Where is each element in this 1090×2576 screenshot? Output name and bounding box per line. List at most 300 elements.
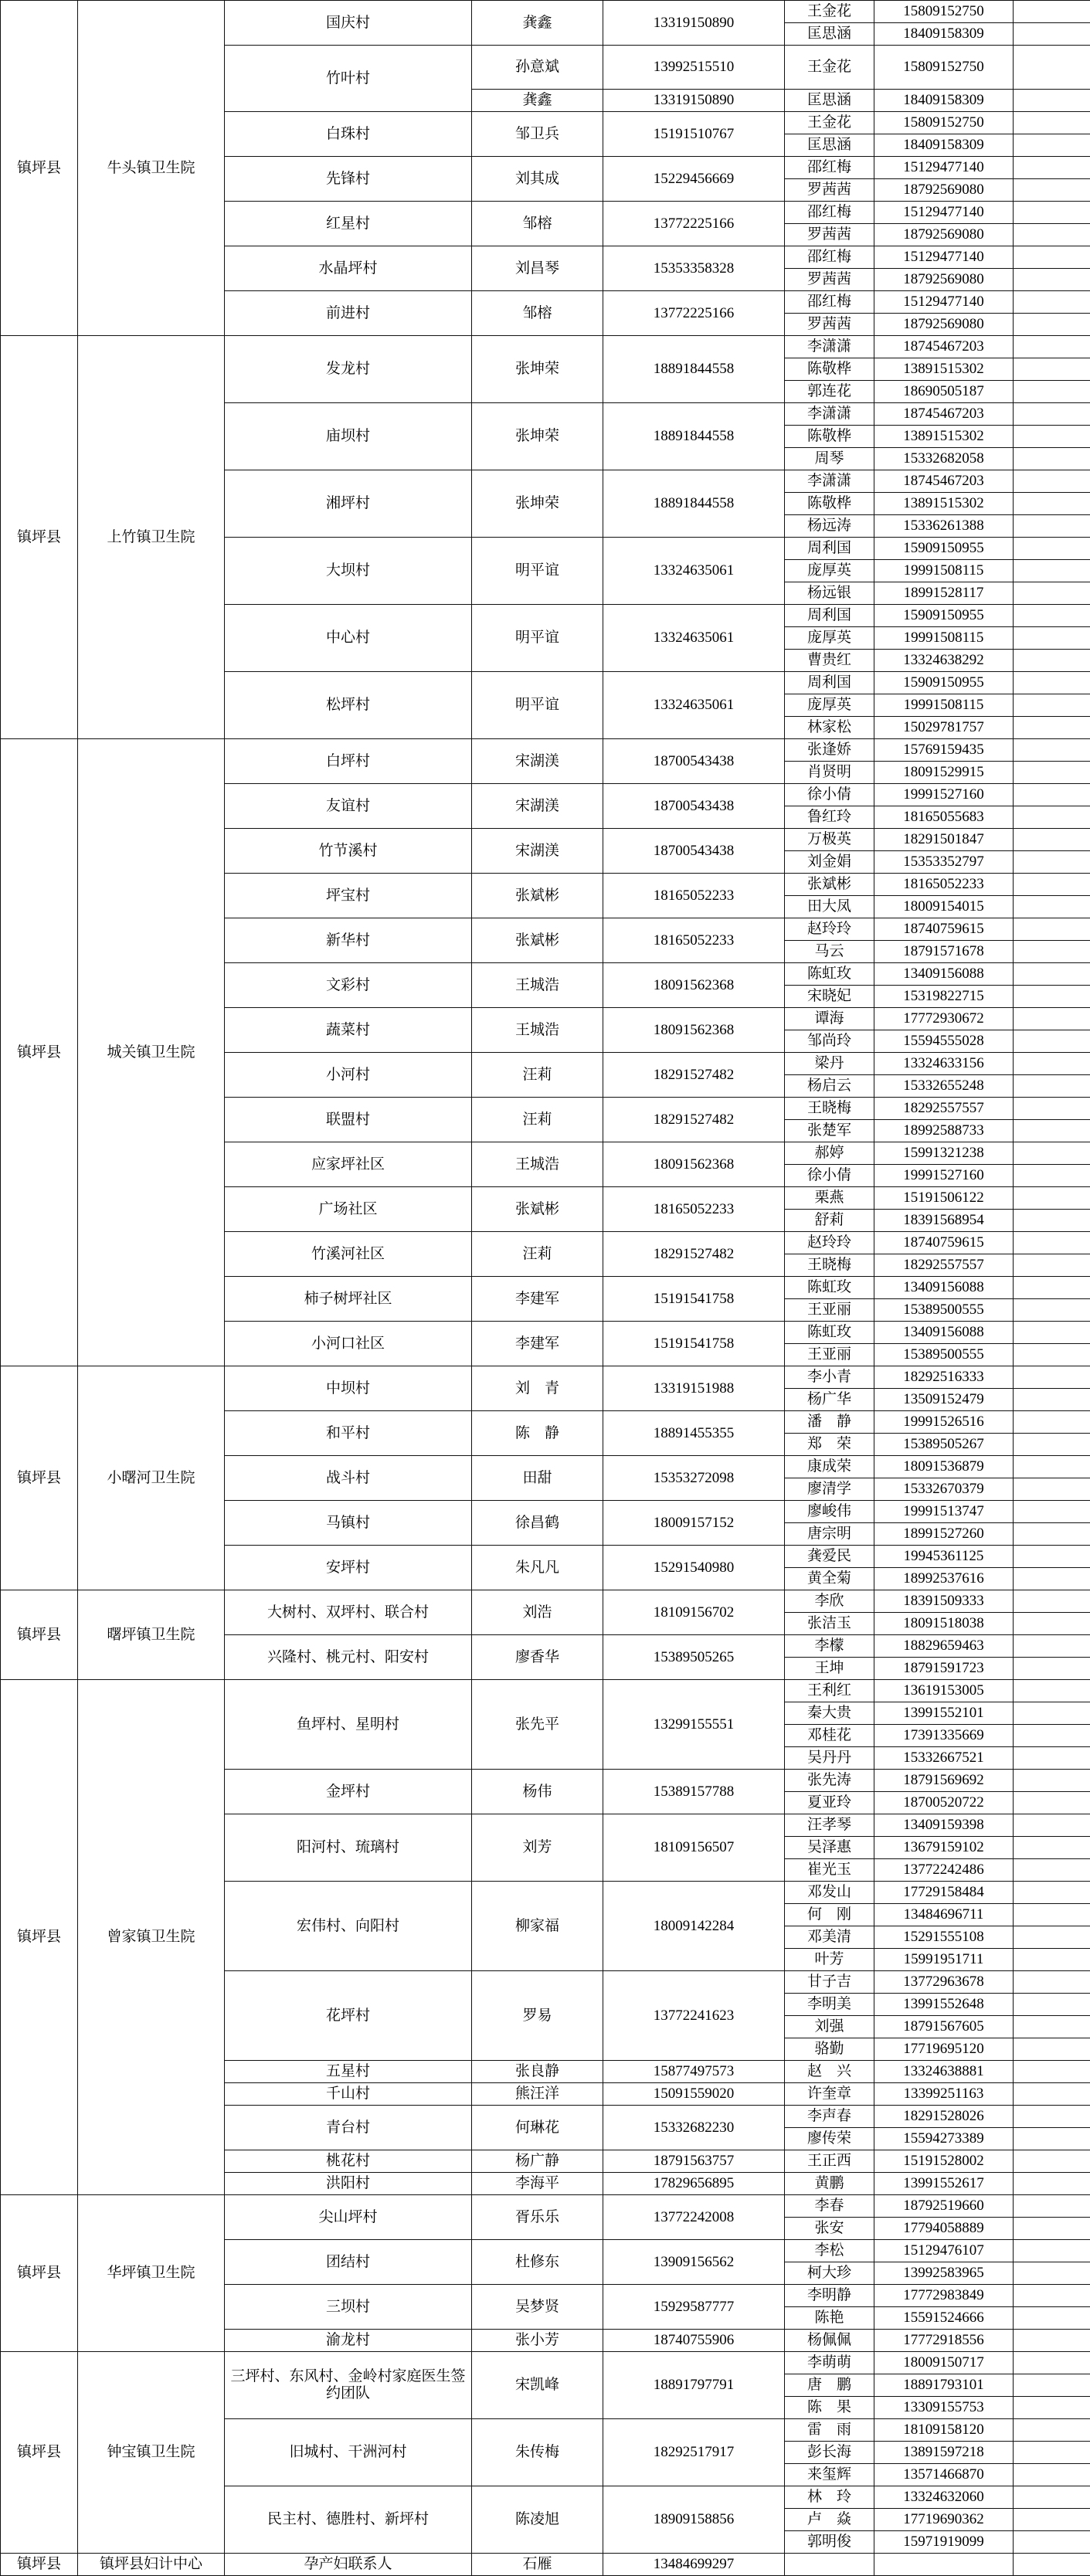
contact-name-cell: 张逢娇 xyxy=(785,739,874,762)
contact-name-cell: 汪孝琴 xyxy=(785,1814,874,1837)
doctor-phone-cell: 13319151988 xyxy=(603,1366,785,1411)
doctor-phone-cell: 18891844558 xyxy=(603,470,785,538)
blank-cell xyxy=(1014,2016,1090,2038)
blank-cell xyxy=(1014,1658,1090,1680)
doctor-phone-cell: 13772242008 xyxy=(603,2195,785,2240)
contact-phone-cell: 18745467203 xyxy=(874,336,1014,358)
blank-cell xyxy=(1014,157,1090,179)
facility-cell: 钟宝镇卫生院 xyxy=(78,2352,225,2554)
contact-phone-cell: 13409159398 xyxy=(874,1814,1014,1837)
doctor-phone-cell: 15191510767 xyxy=(603,112,785,157)
facility-cell: 镇坪县妇计中心 xyxy=(78,2554,225,2576)
contact-phone-cell: 18091536879 xyxy=(874,1456,1014,1478)
blank-cell xyxy=(1014,806,1090,829)
village-cell: 桃花村 xyxy=(225,2150,472,2173)
blank-cell xyxy=(1014,46,1090,90)
doctor-phone-cell: 18891844558 xyxy=(603,336,785,403)
village-cell: 应家坪社区 xyxy=(225,1142,472,1187)
blank-cell xyxy=(1014,739,1090,762)
doctor-name-cell: 罗易 xyxy=(472,1971,603,2061)
doctor-phone-cell: 18891844558 xyxy=(603,403,785,470)
contact-name-cell: 王金花 xyxy=(785,1,874,23)
doctor-name-cell: 张斌彬 xyxy=(472,918,603,963)
contact-phone-cell: 13991552617 xyxy=(874,2173,1014,2195)
contact-name-cell: 康成荣 xyxy=(785,1456,874,1478)
contact-name-cell: 廖清学 xyxy=(785,1478,874,1501)
village-cell: 大坝村 xyxy=(225,538,472,605)
contact-phone-cell: 15332667521 xyxy=(874,1747,1014,1770)
contact-phone-cell: 15129477140 xyxy=(874,202,1014,224)
contact-name-cell: 张楚军 xyxy=(785,1120,874,1142)
doctor-phone-cell: 18109156507 xyxy=(603,1814,785,1882)
contact-phone-cell: 13992583965 xyxy=(874,2262,1014,2285)
contact-name-cell: 陈 果 xyxy=(785,2397,874,2419)
contact-phone-cell: 18292557557 xyxy=(874,1098,1014,1120)
contact-phone-cell: 18740759615 xyxy=(874,918,1014,941)
blank-cell xyxy=(1014,2307,1090,2330)
blank-cell xyxy=(1014,448,1090,470)
contact-name-cell: 周琴 xyxy=(785,448,874,470)
blank-cell xyxy=(1014,2083,1090,2106)
doctor-name-cell: 龚鑫 xyxy=(472,1,603,46)
blank-cell xyxy=(1014,582,1090,605)
doctor-phone-cell: 15389505265 xyxy=(603,1635,785,1680)
blank-cell xyxy=(1014,1904,1090,1926)
doctor-phone-cell: 18740755906 xyxy=(603,2330,785,2352)
doctor-name-cell: 张坤荣 xyxy=(472,336,603,403)
contact-name-cell: 李松 xyxy=(785,2240,874,2262)
contact-name-cell: 李小青 xyxy=(785,1366,874,1389)
village-cell: 宏伟村、向阳村 xyxy=(225,1882,472,1971)
blank-cell xyxy=(1014,224,1090,246)
contact-name-cell: 王利红 xyxy=(785,1680,874,1702)
doctor-name-cell: 熊汪洋 xyxy=(472,2083,603,2106)
village-cell: 鱼坪村、星明村 xyxy=(225,1680,472,1770)
blank-cell xyxy=(1014,1366,1090,1389)
contact-name-cell: 吴丹丹 xyxy=(785,1747,874,1770)
contact-phone-cell: 19991527160 xyxy=(874,784,1014,806)
contact-name-cell: 王亚丽 xyxy=(785,1299,874,1322)
table-row xyxy=(1,739,1090,762)
village-cell: 青台村 xyxy=(225,2106,472,2150)
doctor-phone-cell: 13772225166 xyxy=(603,202,785,246)
contact-phone-cell: 13891515302 xyxy=(874,493,1014,515)
contact-phone-cell: 18291501847 xyxy=(874,829,1014,851)
contact-name-cell: 王金花 xyxy=(785,46,874,90)
blank-cell xyxy=(1014,2531,1090,2554)
contact-name-cell: 谭海 xyxy=(785,1008,874,1030)
contact-name-cell: 陈艳 xyxy=(785,2307,874,2330)
contact-phone-cell: 18792569080 xyxy=(874,224,1014,246)
contact-name-cell: 庞厚英 xyxy=(785,627,874,650)
contact-phone-cell: 18991527260 xyxy=(874,1523,1014,1546)
blank-cell xyxy=(1014,291,1090,314)
contact-name-cell: 陈敬桦 xyxy=(785,358,874,381)
doctor-name-cell: 刘昌琴 xyxy=(472,246,603,291)
contact-phone-cell: 15909150955 xyxy=(874,672,1014,694)
doctor-name-cell: 刘 青 xyxy=(472,1366,603,1411)
contact-name-cell: 刘金娟 xyxy=(785,851,874,874)
contact-phone-cell: 13891515302 xyxy=(874,358,1014,381)
contact-phone-cell: 19991526516 xyxy=(874,1411,1014,1434)
contact-phone-cell: 18165055683 xyxy=(874,806,1014,829)
contact-phone-cell: 18891793101 xyxy=(874,2374,1014,2397)
doctor-phone-cell: 13772225166 xyxy=(603,291,785,336)
village-cell: 红星村 xyxy=(225,202,472,246)
contact-phone-cell: 15129477140 xyxy=(874,246,1014,269)
doctor-phone-cell: 15877497573 xyxy=(603,2061,785,2083)
doctor-name-cell: 朱传梅 xyxy=(472,2419,603,2486)
contact-phone-cell: 18792569080 xyxy=(874,314,1014,336)
contact-name-cell: 邵红梅 xyxy=(785,157,874,179)
village-cell: 团结村 xyxy=(225,2240,472,2285)
village-cell: 松坪村 xyxy=(225,672,472,739)
blank-cell xyxy=(1014,717,1090,739)
blank-cell xyxy=(1014,2218,1090,2240)
contact-name-cell: 李春 xyxy=(785,2195,874,2218)
contact-phone-cell: 15389505267 xyxy=(874,1434,1014,1456)
doctor-phone-cell: 15353272098 xyxy=(603,1456,785,1501)
village-cell: 阳河村、琉璃村 xyxy=(225,1814,472,1882)
doctor-phone-cell: 15332682230 xyxy=(603,2106,785,2150)
contact-phone-cell: 18792569080 xyxy=(874,179,1014,202)
contact-name-cell: 罗茜茜 xyxy=(785,224,874,246)
table-row xyxy=(1,336,1090,358)
doctor-phone-cell: 13909156562 xyxy=(603,2240,785,2285)
contact-phone-cell: 13324632060 xyxy=(874,2486,1014,2509)
contact-name-cell: 来玺辉 xyxy=(785,2464,874,2486)
village-cell: 竹叶村 xyxy=(225,46,472,112)
doctor-name-cell: 宋湖渼 xyxy=(472,829,603,874)
contact-phone-cell: 15389500555 xyxy=(874,1299,1014,1322)
contact-name-cell: 罗茜茜 xyxy=(785,179,874,202)
contact-name-cell: 李檬 xyxy=(785,1635,874,1658)
doctor-phone-cell: 18091562368 xyxy=(603,963,785,1008)
county-cell: 镇坪县 xyxy=(1,739,78,1366)
doctor-phone-cell: 15929587777 xyxy=(603,2285,785,2330)
blank-cell xyxy=(1014,1770,1090,1792)
contact-name-cell: 陈敬桦 xyxy=(785,426,874,448)
doctor-name-cell: 邹榕 xyxy=(472,202,603,246)
doctor-name-cell: 宋凯峰 xyxy=(472,2352,603,2419)
contact-phone-cell: 17391335669 xyxy=(874,1725,1014,1747)
contact-phone-cell: 18792569080 xyxy=(874,269,1014,291)
blank-cell xyxy=(1014,470,1090,493)
blank-cell xyxy=(1014,1680,1090,1702)
contact-phone-cell: 13409156088 xyxy=(874,1322,1014,1344)
blank-cell xyxy=(1014,1053,1090,1075)
doctor-phone-cell: 18291527482 xyxy=(603,1232,785,1277)
blank-cell xyxy=(1014,1725,1090,1747)
contact-phone-cell: 15353352797 xyxy=(874,851,1014,874)
doctor-phone-cell: 13319150890 xyxy=(603,90,785,112)
doctor-name-cell: 杨广静 xyxy=(472,2150,603,2173)
blank-cell xyxy=(1014,784,1090,806)
doctor-phone-cell: 18165052233 xyxy=(603,1187,785,1232)
contact-phone-cell: 15191506122 xyxy=(874,1187,1014,1210)
doctor-name-cell: 胥乐乐 xyxy=(472,2195,603,2240)
blank-cell xyxy=(1014,2262,1090,2285)
blank-cell xyxy=(1014,1120,1090,1142)
contact-name-cell: 栗燕 xyxy=(785,1187,874,1210)
doctor-phone-cell: 18791563757 xyxy=(603,2150,785,2173)
contact-name-cell: 梁丹 xyxy=(785,1053,874,1075)
blank-cell xyxy=(1014,2240,1090,2262)
village-cell: 马镇村 xyxy=(225,1501,472,1546)
blank-cell xyxy=(1014,23,1090,46)
blank-cell xyxy=(1014,1971,1090,1994)
table-row xyxy=(1,1366,1090,1389)
contact-phone-cell: 17772930672 xyxy=(874,1008,1014,1030)
blank-cell xyxy=(1014,2128,1090,2150)
contact-name-cell: 李潇潇 xyxy=(785,470,874,493)
contact-name-cell xyxy=(785,2554,874,2576)
village-cell: 新华村 xyxy=(225,918,472,963)
contact-table-body xyxy=(1,1,1090,2576)
village-cell: 湘坪村 xyxy=(225,470,472,538)
contact-phone-cell: 15769159435 xyxy=(874,739,1014,762)
blank-cell xyxy=(1014,851,1090,874)
village-cell: 文彩村 xyxy=(225,963,472,1008)
doctor-name-cell: 李建军 xyxy=(472,1322,603,1366)
blank-cell xyxy=(1014,874,1090,896)
contact-phone-cell: 13571466870 xyxy=(874,2464,1014,2486)
blank-cell xyxy=(1014,2330,1090,2352)
contact-phone-cell: 15291555108 xyxy=(874,1926,1014,1949)
contact-name-cell: 王金花 xyxy=(785,112,874,134)
contact-phone-cell: 15336261388 xyxy=(874,515,1014,538)
doctor-name-cell: 陈 静 xyxy=(472,1411,603,1456)
doctor-phone-cell: 18700543438 xyxy=(603,739,785,784)
contact-phone-cell: 15191528002 xyxy=(874,2150,1014,2173)
contact-name-cell: 卢 焱 xyxy=(785,2509,874,2531)
doctor-name-cell: 张坤荣 xyxy=(472,403,603,470)
blank-cell xyxy=(1014,650,1090,672)
village-cell: 竹溪河社区 xyxy=(225,1232,472,1277)
contact-phone-cell: 13679159102 xyxy=(874,1837,1014,1859)
village-cell: 白珠村 xyxy=(225,112,472,157)
contact-phone-cell: 19991513747 xyxy=(874,1501,1014,1523)
doctor-phone-cell: 18009142284 xyxy=(603,1882,785,1971)
contact-phone-cell: 13484696711 xyxy=(874,1904,1014,1926)
doctor-phone-cell: 13992515510 xyxy=(603,46,785,90)
contact-phone-cell: 13991552648 xyxy=(874,1994,1014,2016)
contact-name-cell: 张斌彬 xyxy=(785,874,874,896)
contact-name-cell: 林家松 xyxy=(785,717,874,739)
facility-cell: 牛头镇卫生院 xyxy=(78,1,225,336)
contact-phone-cell: 18292557557 xyxy=(874,1254,1014,1277)
blank-cell xyxy=(1014,1389,1090,1411)
blank-cell xyxy=(1014,2486,1090,2509)
contact-name-cell: 郝婷 xyxy=(785,1142,874,1165)
doctor-phone-cell: 18165052233 xyxy=(603,918,785,963)
blank-cell xyxy=(1014,1411,1090,1434)
blank-cell xyxy=(1014,134,1090,157)
contact-name-cell: 杨远涛 xyxy=(785,515,874,538)
blank-cell xyxy=(1014,2509,1090,2531)
doctor-name-cell: 邹榕 xyxy=(472,291,603,336)
contact-phone-cell: 18165052233 xyxy=(874,874,1014,896)
table-row xyxy=(1,1,1090,23)
village-cell: 五星村 xyxy=(225,2061,472,2083)
village-cell: 花坪村 xyxy=(225,1971,472,2061)
contact-phone-cell: 18391568954 xyxy=(874,1210,1014,1232)
village-cell: 尖山坪村 xyxy=(225,2195,472,2240)
village-cell: 竹节溪村 xyxy=(225,829,472,874)
doctor-phone-cell: 13772241623 xyxy=(603,1971,785,2061)
doctor-phone-cell: 15389157788 xyxy=(603,1770,785,1814)
doctor-name-cell: 何琳花 xyxy=(472,2106,603,2150)
contact-name-cell: 唐 鹏 xyxy=(785,2374,874,2397)
contact-phone-cell: 15809152750 xyxy=(874,112,1014,134)
doctor-phone-cell: 18091562368 xyxy=(603,1142,785,1187)
contact-name-cell: 郭连花 xyxy=(785,381,874,403)
contact-phone-cell: 15991951711 xyxy=(874,1949,1014,1971)
doctor-phone-cell: 13324635061 xyxy=(603,538,785,605)
village-cell: 渝龙村 xyxy=(225,2330,472,2352)
county-cell: 镇坪县 xyxy=(1,2195,78,2352)
blank-cell xyxy=(1014,1859,1090,1882)
doctor-phone-cell: 18291527482 xyxy=(603,1098,785,1142)
doctor-phone-cell: 15191541758 xyxy=(603,1322,785,1366)
contact-name-cell: 唐宗明 xyxy=(785,1523,874,1546)
doctor-name-cell: 汪莉 xyxy=(472,1098,603,1142)
county-cell: 镇坪县 xyxy=(1,2352,78,2554)
village-cell: 洪阳村 xyxy=(225,2173,472,2195)
table-row xyxy=(1,1680,1090,1702)
contact-name-cell: 陈敬桦 xyxy=(785,493,874,515)
village-cell: 中心村 xyxy=(225,605,472,672)
contact-phone-cell: 15389500555 xyxy=(874,1344,1014,1366)
blank-cell xyxy=(1014,1434,1090,1456)
village-cell: 先锋村 xyxy=(225,157,472,202)
blank-cell xyxy=(1014,403,1090,426)
contact-phone-cell: 15971919099 xyxy=(874,2531,1014,2554)
contact-name-cell: 徐小倩 xyxy=(785,1165,874,1187)
contact-phone-cell: 18091518038 xyxy=(874,1613,1014,1635)
blank-cell xyxy=(1014,1590,1090,1613)
contact-name-cell: 刘强 xyxy=(785,2016,874,2038)
blank-cell xyxy=(1014,560,1090,582)
contact-phone-cell: 15594555028 xyxy=(874,1030,1014,1053)
contact-phone-cell: 13324638292 xyxy=(874,650,1014,672)
village-cell: 前进村 xyxy=(225,291,472,336)
contact-phone-cell: 15909150955 xyxy=(874,605,1014,627)
blank-cell xyxy=(1014,1456,1090,1478)
contact-phone-cell: 17729158484 xyxy=(874,1882,1014,1904)
village-cell: 小河口社区 xyxy=(225,1322,472,1366)
village-cell: 兴隆村、桃元村、阳安村 xyxy=(225,1635,472,1680)
contact-phone-cell: 18745467203 xyxy=(874,403,1014,426)
county-cell: 镇坪县 xyxy=(1,2554,78,2576)
contact-name-cell: 肖贤明 xyxy=(785,762,874,784)
doctor-phone-cell: 13484699297 xyxy=(603,2554,785,2576)
blank-cell xyxy=(1014,1277,1090,1299)
contact-name-cell: 赵玲玲 xyxy=(785,918,874,941)
contact-phone-cell: 18791571678 xyxy=(874,941,1014,963)
contact-name-cell: 郭明俊 xyxy=(785,2531,874,2554)
blank-cell xyxy=(1014,762,1090,784)
contact-phone-cell: 18409158309 xyxy=(874,90,1014,112)
village-cell: 联盟村 xyxy=(225,1098,472,1142)
contact-name-cell: 赵玲玲 xyxy=(785,1232,874,1254)
contact-phone-cell: 15809152750 xyxy=(874,46,1014,90)
blank-cell xyxy=(1014,829,1090,851)
contact-phone-cell: 18829659463 xyxy=(874,1635,1014,1658)
doctor-name-cell: 刘其成 xyxy=(472,157,603,202)
doctor-name-cell: 王城浩 xyxy=(472,1008,603,1053)
doctor-phone-cell: 15191541758 xyxy=(603,1277,785,1322)
contact-phone-cell: 15332670379 xyxy=(874,1478,1014,1501)
village-cell: 和平村 xyxy=(225,1411,472,1456)
village-cell: 白坪村 xyxy=(225,739,472,784)
contact-phone-cell xyxy=(874,2554,1014,2576)
blank-cell xyxy=(1014,1994,1090,2016)
blank-cell xyxy=(1014,538,1090,560)
contact-phone-cell: 19991508115 xyxy=(874,627,1014,650)
contact-name-cell: 邓美清 xyxy=(785,1926,874,1949)
blank-cell xyxy=(1014,336,1090,358)
village-cell: 坪宝村 xyxy=(225,874,472,918)
contact-name-cell: 张安 xyxy=(785,2218,874,2240)
contact-name-cell: 崔光玉 xyxy=(785,1859,874,1882)
blank-cell xyxy=(1014,1568,1090,1590)
contact-name-cell: 廖峻伟 xyxy=(785,1501,874,1523)
blank-cell xyxy=(1014,1882,1090,1904)
contact-name-cell: 徐小倩 xyxy=(785,784,874,806)
contact-phone-cell: 13399251163 xyxy=(874,2083,1014,2106)
contact-name-cell: 邓桂花 xyxy=(785,1725,874,1747)
contact-phone-cell: 17794058889 xyxy=(874,2218,1014,2240)
doctor-name-cell: 张斌彬 xyxy=(472,874,603,918)
doctor-phone-cell: 15229456669 xyxy=(603,157,785,202)
doctor-name-cell: 刘浩 xyxy=(472,1590,603,1635)
contact-phone-cell: 18991528117 xyxy=(874,582,1014,605)
contact-name-cell: 马云 xyxy=(785,941,874,963)
doctor-name-cell: 柳家福 xyxy=(472,1882,603,1971)
contact-name-cell: 柯大珍 xyxy=(785,2262,874,2285)
blank-cell xyxy=(1014,1142,1090,1165)
contact-name-cell: 王晓梅 xyxy=(785,1254,874,1277)
contact-phone-cell: 18791567605 xyxy=(874,2016,1014,2038)
contact-phone-cell: 18009150717 xyxy=(874,2352,1014,2374)
blank-cell xyxy=(1014,90,1090,112)
blank-cell xyxy=(1014,1322,1090,1344)
contact-name-cell: 曹贵红 xyxy=(785,650,874,672)
blank-cell xyxy=(1014,1949,1090,1971)
facility-cell: 曾家镇卫生院 xyxy=(78,1680,225,2195)
contact-name-cell: 邓发山 xyxy=(785,1882,874,1904)
doctor-name-cell: 孙意斌 xyxy=(472,46,603,90)
blank-cell xyxy=(1014,941,1090,963)
village-cell: 广场社区 xyxy=(225,1187,472,1232)
doctor-phone-cell: 13324635061 xyxy=(603,605,785,672)
contact-phone-cell: 13619153005 xyxy=(874,1680,1014,1702)
doctor-phone-cell: 18009157152 xyxy=(603,1501,785,1546)
blank-cell xyxy=(1014,1008,1090,1030)
facility-cell: 城关镇卫生院 xyxy=(78,739,225,1366)
blank-cell xyxy=(1014,1501,1090,1523)
blank-cell xyxy=(1014,2397,1090,2419)
blank-cell xyxy=(1014,1814,1090,1837)
blank-cell xyxy=(1014,2195,1090,2218)
blank-cell xyxy=(1014,1232,1090,1254)
contact-name-cell: 王正西 xyxy=(785,2150,874,2173)
doctor-phone-cell: 15291540980 xyxy=(603,1546,785,1590)
county-cell: 镇坪县 xyxy=(1,1,78,336)
contact-phone-cell: 15129477140 xyxy=(874,291,1014,314)
contact-name-cell: 李声春 xyxy=(785,2106,874,2128)
